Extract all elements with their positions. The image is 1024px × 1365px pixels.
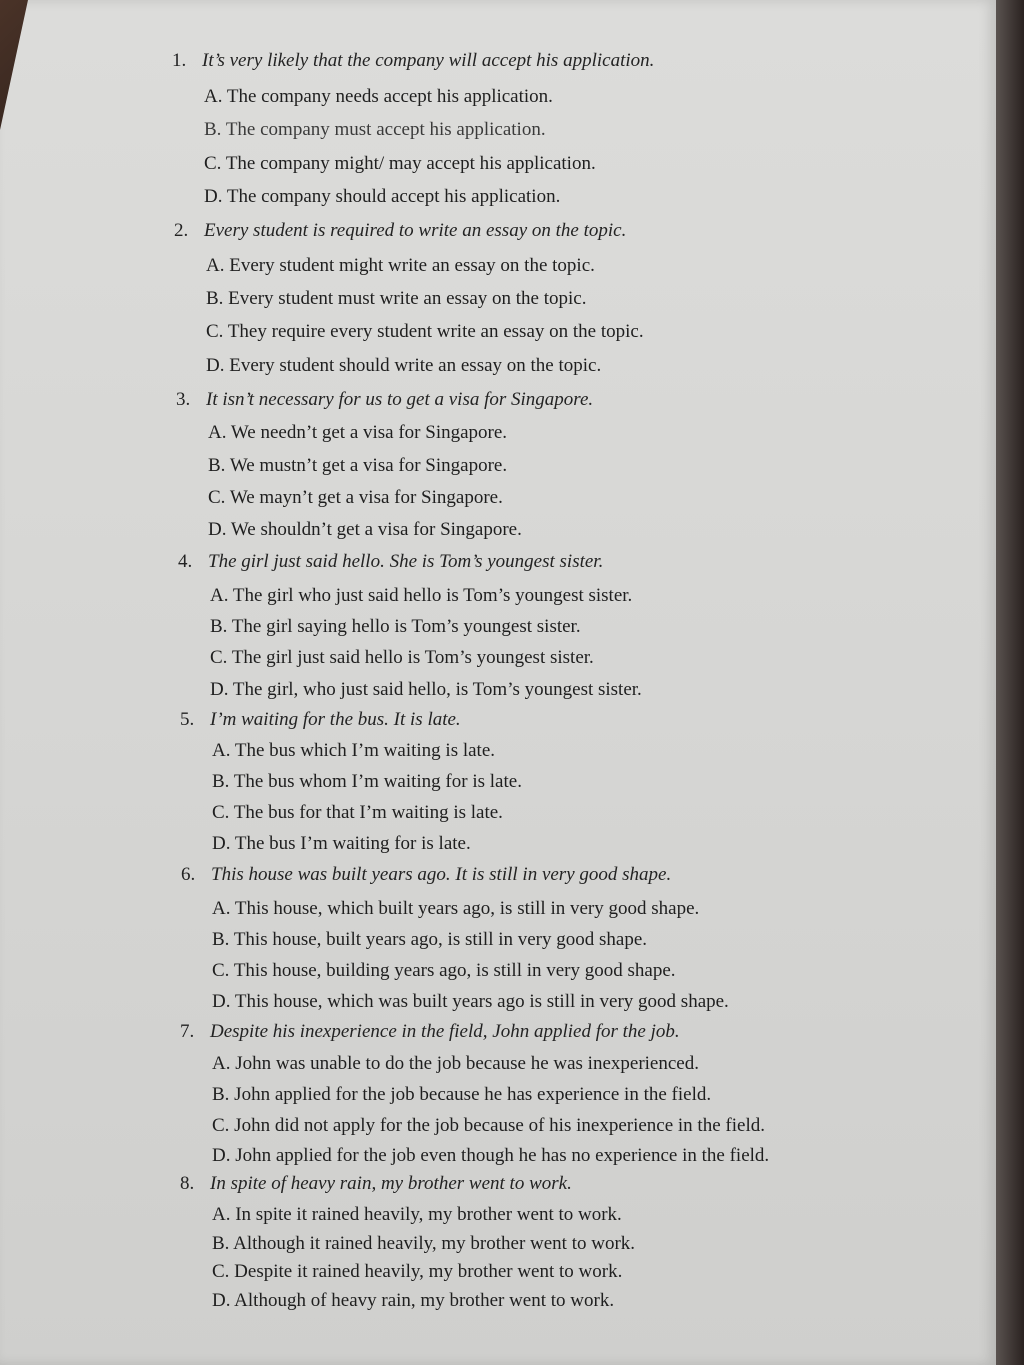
option-c: C. The bus for that I’m waiting is late.: [212, 802, 503, 823]
option-a: A. Every student might write an essay on the topic.: [206, 255, 595, 276]
option-b: B. We mustn’t get a visa for Singapore.: [208, 455, 508, 476]
option-d: D. Although of heavy rain, my brother went to work.: [212, 1290, 615, 1311]
option-d: D. The company should accept his application.: [204, 186, 561, 207]
option-a: A. The company needs accept his application.: [204, 86, 553, 107]
option-c: C. They require every student write an essay on the topic.: [206, 321, 644, 342]
option-a: A. The bus which I’m waiting is late.: [212, 740, 496, 761]
option-b: B. Every student must write an essay on the topic.: [206, 288, 587, 309]
question-2-stem: [174, 220, 626, 242]
question-number: 5.: [180, 709, 195, 730]
question-text: Despite his inexperience in the field, John applied for the job.: [210, 1021, 680, 1042]
question-number: 7.: [180, 1021, 195, 1042]
option-b: B. The company must accept his application.: [204, 119, 546, 140]
option-d: D. The girl, who just said hello, is Tom’s youngest sister.: [210, 679, 642, 700]
question-text: The girl just said hello. She is Tom’s youngest sister.: [208, 551, 604, 572]
option-c: C. The company might/ may accept his application.: [204, 153, 596, 174]
question-text: In spite of heavy rain, my brother went to work.: [210, 1173, 572, 1194]
question-6-stem: [181, 864, 671, 886]
option-d: D. John applied for the job even though he has no experience in the field.: [212, 1145, 770, 1166]
question-text: Every student is required to write an essay on the topic.: [204, 220, 627, 241]
question-text: It’s very likely that the company will accept his application.: [202, 50, 655, 71]
question-3-stem: [176, 389, 593, 411]
question-4-stem: [178, 551, 603, 573]
question-text: It isn’t necessary for us to get a visa for Singapore.: [206, 389, 594, 410]
option-a: A. The girl who just said hello is Tom’s youngest sister.: [210, 585, 633, 606]
option-d: D. Every student should write an essay on the topic.: [206, 355, 602, 376]
option-c: C. Despite it rained heavily, my brother went to work.: [212, 1261, 623, 1282]
question-number: 3.: [176, 389, 191, 410]
option-b: B. The bus whom I’m waiting for is late.: [212, 771, 522, 792]
option-c: C. This house, building years ago, is still in very good shape.: [212, 960, 676, 981]
question-7-stem: [180, 1021, 680, 1043]
question-8-stem: [180, 1173, 572, 1195]
question-text: I’m waiting for the bus. It is late.: [210, 709, 461, 730]
question-number: 8.: [180, 1173, 195, 1194]
question-1-stem: [172, 50, 654, 72]
option-b: B. Although it rained heavily, my brother went to work.: [212, 1233, 636, 1254]
option-a: A. John was unable to do the job because he was inexperienced.: [212, 1053, 699, 1074]
option-d: D. This house, which was built years ago is still in very good shape.: [212, 991, 729, 1012]
option-a: A. This house, which built years ago, is still in very good shape.: [212, 898, 700, 919]
question-number: 6.: [181, 864, 196, 885]
question-5-stem: [180, 709, 461, 731]
option-c: C. The girl just said hello is Tom’s youngest sister.: [210, 647, 594, 668]
option-d: D. The bus I’m waiting for is late.: [212, 833, 471, 854]
question-number: 2.: [174, 220, 189, 241]
option-a: A. In spite it rained heavily, my brother went to work.: [212, 1204, 622, 1225]
option-b: B. This house, built years ago, is still in very good shape.: [212, 929, 648, 950]
question-number: 4.: [178, 551, 193, 572]
option-b: B. The girl saying hello is Tom’s youngest sister.: [210, 616, 581, 637]
question-number: 1.: [172, 50, 187, 71]
question-text: This house was built years ago. It is still in very good shape.: [211, 864, 672, 885]
option-b: B. John applied for the job because he has experience in the field.: [212, 1084, 712, 1105]
option-c: C. We mayn’t get a visa for Singapore.: [208, 487, 503, 508]
page-edge-shadow: [996, 0, 1024, 1365]
option-d: D. We shouldn’t get a visa for Singapore.: [208, 519, 522, 540]
option-c: C. John did not apply for the job because of his inexperience in the field.: [212, 1115, 765, 1136]
option-a: A. We needn’t get a visa for Singapore.: [208, 422, 508, 443]
